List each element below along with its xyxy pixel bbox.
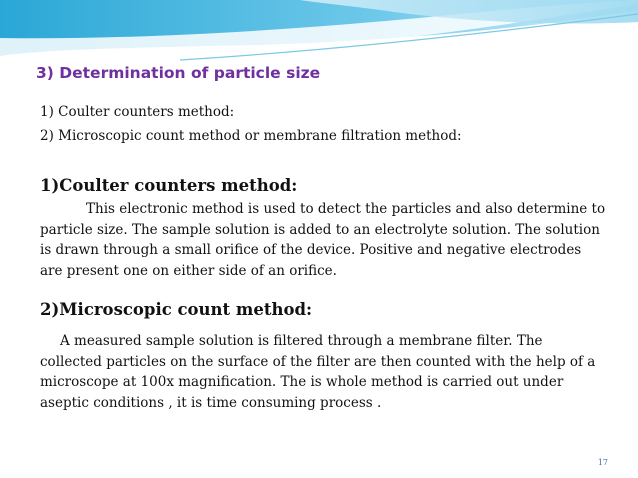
- section-body-microscopic: A measured sample solution is filtered through a membrane filter. The collected particles on the surface of the filter are then counted with the help of a microscope at 100x magnification. The is whole method is carried out under aseptic conditions , it is time consuming process .: [40, 333, 596, 411]
- methods-list-item: 2) Microscopic count method or membrane filtration method:: [40, 128, 462, 144]
- slide-title: 3) Determination of particle size: [36, 64, 321, 82]
- section-heading-coulter: 1)Coulter counters method:: [40, 176, 298, 195]
- section-heading-microscopic: 2)Microscopic count method:: [40, 300, 313, 319]
- methods-list: [40, 100, 462, 148]
- methods-list-item: 1) Coulter counters method:: [40, 104, 235, 120]
- section-body-coulter: This electronic method is used to detect the particles and also determine to particle size. The sample solution is added to an electrolyte solution. The solution is drawn through a small orifice of the device. Positive and negative electrodes are present one on either side of an orifice.: [40, 201, 606, 279]
- page-number: 17: [597, 458, 608, 467]
